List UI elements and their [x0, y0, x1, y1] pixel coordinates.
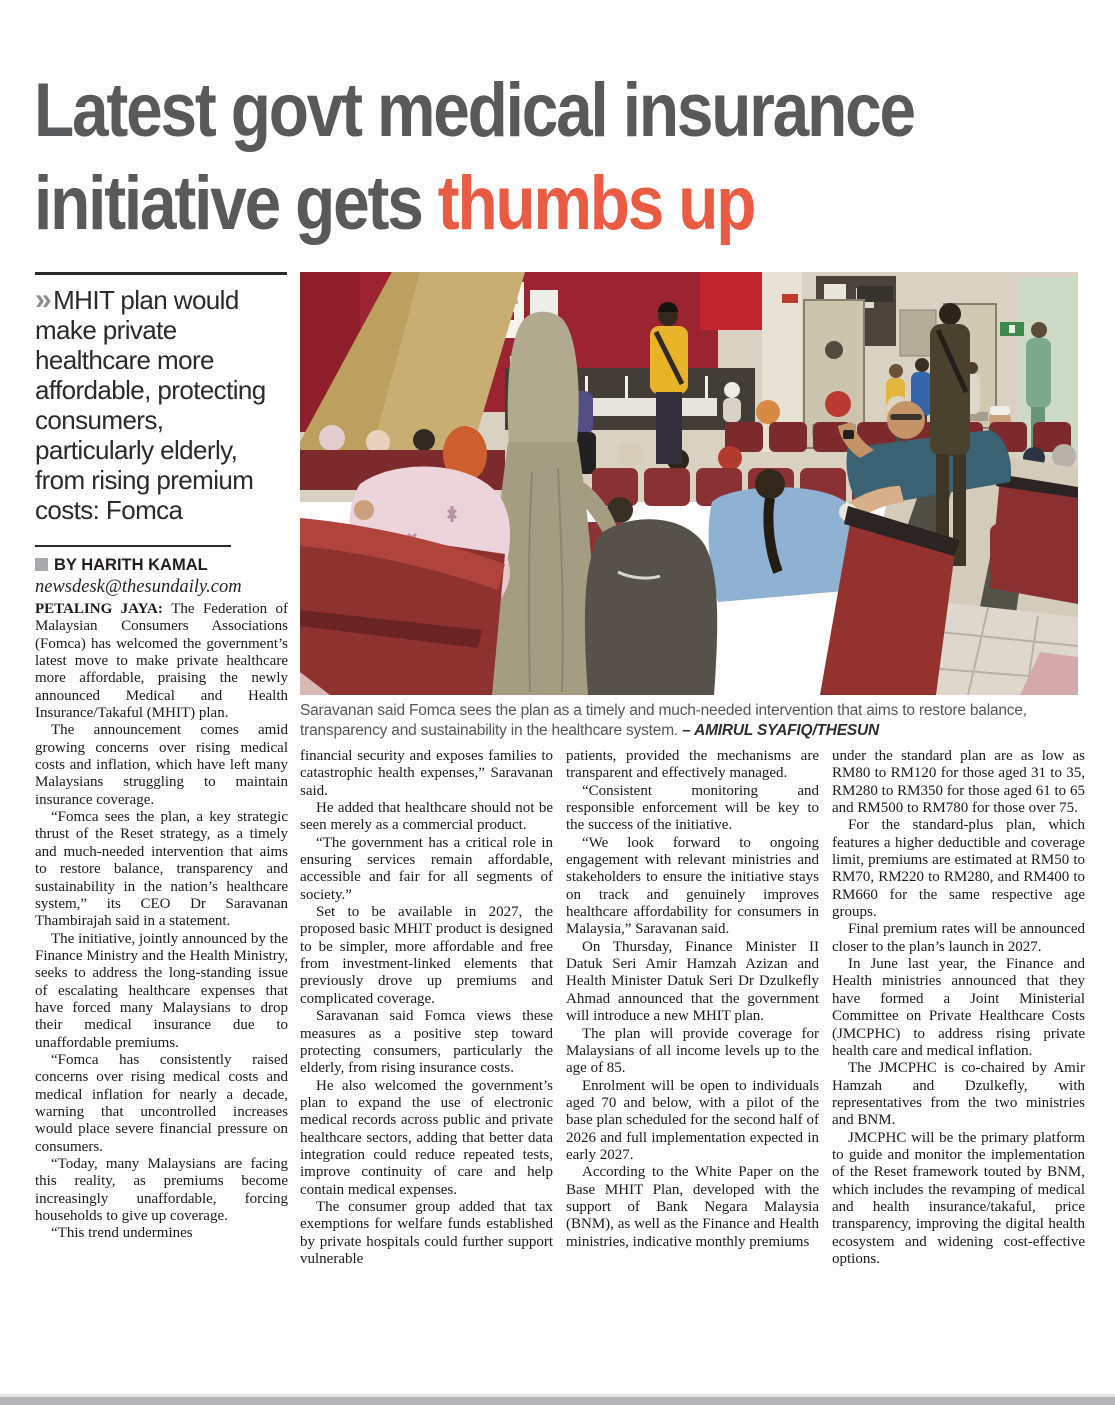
paragraph: According to the White Paper on the Base MHIT Plan, developed with the support of Bank Negara Malaysia (BNM), as well as the Finance and Health ministries, indicative monthly premiums: [566, 1164, 819, 1250]
photo-illustration: [300, 272, 1078, 695]
paragraph: “Fomca has consistently raised concerns over rising medical costs and medical inflation for nearly a decade, warning that uncontrolled increases would place severe financial pressure on consumers.: [35, 1051, 288, 1155]
paragraph: Enrolment will be open to individuals aged 70 and below, with a pilot of the base plan scheduled for the second half of 2026 and full implementation expected in early 2027.: [566, 1077, 819, 1163]
caption-text: Saravanan said Fomca sees the plan as a timely and much-needed intervention that aims to restore balance, transparency and sustainability in the healthcare system.: [300, 702, 1027, 739]
paragraph: PETALING JAYA: The Federation of Malaysian Consumers Associations (Fomca) has welcomed the government’s latest move to make private healthcare more affordable, praising the newly announced Medical and Health Insurance/Takaful (MHIT) plan.: [35, 601, 288, 722]
byline-square-icon: [35, 558, 48, 571]
standfirst-text: MHIT plan would make private healthcare more affordable, protecting consumers, particularly elderly, from rising premium costs: Fomca: [35, 285, 266, 525]
paragraph: He also welcomed the government’s plan to expand the use of electronic medical records across public and private healthcare sectors, adding that better data integration could reduce repeated tests, improve continuity of care and help contain medical expenses.: [300, 1077, 553, 1198]
caption-credit: – AMIRUL SYAFIQ/THESUN: [682, 721, 879, 739]
photo-gray-hijab-person: [585, 519, 717, 695]
paragraph: “The government has a critical role in ensuring services remain affordable, accessible and fair for all segments of society.”: [300, 834, 553, 903]
headline-line2: initiative gets: [34, 161, 438, 246]
paragraph: “This trend undermines: [51, 1225, 193, 1242]
paragraph: Final premium rates will be announced closer to the plan’s launch in 2027.: [832, 921, 1085, 955]
byline-author: HARITH KAMAL: [81, 556, 208, 574]
body-column-1: [35, 601, 288, 1341]
paragraph: “Today, many Malaysians are facing this reality, as premiums become increasingly unaffordable, forcing households to give up coverage.: [35, 1156, 288, 1225]
byline-prefix: BY: [54, 556, 82, 574]
paragraph: patients, provided the mechanisms are transparent and effectively managed.: [566, 748, 819, 782]
article-headline: [34, 64, 1089, 250]
photo-caption: [300, 701, 1082, 740]
paragraph: The consumer group added that tax exemptions for welfare funds established by private hospitals could further support vulnerable: [300, 1198, 553, 1267]
paragraph: The announcement comes amid growing concerns over rising medical costs and inflation, which have left many Malaysians struggling to maintain insurance coverage.: [35, 722, 288, 808]
dateline: PETALING JAYA:: [35, 601, 172, 617]
photo-exit-sign: [782, 294, 798, 303]
paragraph: financial security and exposes families to catastrophic health expenses,” Saravanan said.: [300, 748, 553, 799]
paragraph: In June last year, the Finance and Health ministries announced that they have formed a Joint Ministerial Committee on Private Healthcare Costs (JMCPHC) to address rising private health care and medical inflation.: [832, 956, 1085, 1059]
paragraph: “Fomca sees the plan, a key strategic thrust of the Reset strategy, as a timely and much-needed intervention that aims to restore balance, transparency and sustainability in the nation’s healthcare system,” its CEO Dr Saravanan Thambirajah said in a statement.: [35, 809, 288, 930]
chevron-right-icon: »: [35, 283, 52, 316]
body-column-3: [566, 748, 819, 1348]
paragraph: On Thursday, Finance Minister II Datuk Seri Amir Hamzah Azizan and Health Minister Datuk Seri Dr Dzulkefly Ahmad announced that the government will introduce a new MHIT plan.: [566, 938, 819, 1025]
paragraph: under the standard plan are as low as RM80 to RM120 for those aged 31 to 35, RM280 to RM350 for those aged 61 to 65 and RM500 to RM780 for those over 75.: [832, 748, 1085, 817]
viewer-bottom-bar: [0, 1397, 1115, 1405]
paragraph: The JMCPHC is co-chaired by Amir Hamzah and Dzulkefly, with representatives from the two ministries and BNM.: [832, 1060, 1085, 1129]
body-column-2: [300, 748, 553, 1348]
headline-highlight: thumbs up: [437, 161, 755, 246]
body-column-4: [832, 748, 1085, 1348]
article-photo: [300, 272, 1078, 695]
paragraph: The initiative, jointly announced by the Finance Ministry and the Health Ministry, seeks to address the long-standing issue of escalating healthcare expenses that have forced many Malaysians to drop their medical insurance due to unaffordable premiums.: [35, 930, 288, 1051]
paragraph: Set to be available in 2027, the proposed basic MHIT product is designed to be simpler, more affordable and free from investment-linked elements that previously drove up premiums and complicated coverage.: [300, 904, 553, 1007]
paragraph: JMCPHC will be the primary platform to guide and monitor the implementation of the Reset framework touted by BNM, which includes the revamping of medical and health insurance/takaful, price transparency, improving the digital health ecosystem and widening cost-effective options.: [832, 1129, 1085, 1267]
byline: [35, 556, 287, 575]
standfirst: [35, 272, 287, 525]
paragraph: For the standard-plus plan, which features a higher deductible and coverage limit, premiums are estimated at RM50 to RM70, RM220 to RM280, and RM400 to RM660 for the same respective age groups.: [832, 817, 1085, 921]
paragraph: Saravanan said Fomca views these measures as a positive step toward protecting consumers, particularly the elderly, from rising insurance costs.: [300, 1008, 553, 1077]
paragraph: “We look forward to ongoing engagement with relevant ministries and stakeholders to ensure the initiative stays on track and genuinely improves healthcare affordability for consumers in Malaysia,” Saravanan said.: [566, 834, 819, 938]
standfirst-divider: [35, 545, 231, 547]
paragraph: He added that healthcare should not be seen merely as a commercial product.: [300, 800, 553, 834]
headline-line1: Latest govt medical insurance: [34, 68, 914, 153]
paragraph: The plan will provide coverage for Malaysians of all income levels up to the age of 85.: [566, 1025, 819, 1077]
paragraph: “Consistent monitoring and responsible enforcement will be key to the success of the initiative.: [566, 782, 819, 834]
byline-email: newsdesk@thesundaily.com: [35, 577, 242, 597]
